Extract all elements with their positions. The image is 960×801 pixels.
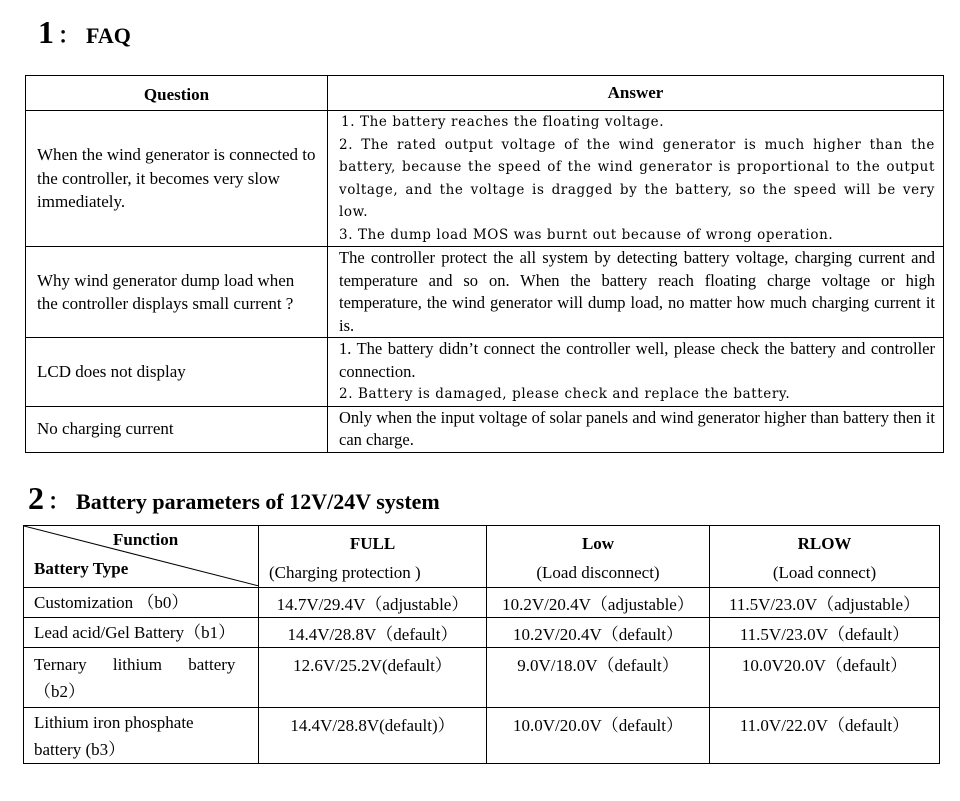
low-value: 10.2V/20.4V（adjustable） xyxy=(487,588,710,618)
answer-line: 3. The dump load MOS was burnt out because of wrong operation. xyxy=(339,226,834,243)
answer-line: 2. The rated output voltage of the wind generator is much higher than the battery, because the speed of the wind generator is proportional to the output voltage, and the voltage is dragged by the battery, so the speed will be very low. xyxy=(339,136,935,220)
column-subtitle: (Load disconnect) xyxy=(536,563,660,582)
faq-row xyxy=(26,338,944,407)
faq-question: No charging current xyxy=(26,406,328,452)
faq-answer: Only when the input voltage of solar panels and wind generator higher than battery then it can charge. xyxy=(328,406,944,452)
column-subtitle: (Load connect) xyxy=(772,563,877,582)
battery-type-line: （b2） xyxy=(34,681,85,701)
section-separator: ： xyxy=(58,23,81,48)
rlow-value: 11.5V/23.0V（default） xyxy=(710,618,940,648)
rlow-column-header xyxy=(710,526,940,588)
rlow-value: 11.5V/23.0V（adjustable） xyxy=(710,588,940,618)
battery-type-line: battery (b3） xyxy=(34,739,126,759)
battery-type-label: Battery Type xyxy=(34,559,129,578)
section-number: 1 xyxy=(38,14,54,50)
answer-line: 1. The battery didn’t connect the controller well, please check the battery and controller connection. xyxy=(339,339,935,381)
section-number: 2 xyxy=(28,480,44,516)
column-name: Low xyxy=(581,534,615,553)
full-value: 12.6V/25.2V(default） xyxy=(259,648,487,708)
battery-type: Lead acid/Gel Battery（b1） xyxy=(24,618,259,648)
battery-row xyxy=(24,618,940,648)
full-column-header xyxy=(259,526,487,588)
battery-row xyxy=(24,648,940,708)
battery-parameters-table xyxy=(23,525,940,764)
corner-header-cell xyxy=(24,526,259,588)
full-value: 14.7V/29.4V（adjustable） xyxy=(259,588,487,618)
faq-question: When the wind generator is connected to the controller, it becomes very slow immediately. xyxy=(26,111,328,247)
answer-line: 1. The battery reaches the floating voltage. xyxy=(341,114,665,130)
faq-question: Why wind generator dump load when the controller displays small current ? xyxy=(26,247,328,338)
section-heading: FAQ xyxy=(86,23,131,48)
battery-type xyxy=(24,648,259,708)
faq-table xyxy=(25,75,944,453)
battery-type xyxy=(24,708,259,764)
faq-answer xyxy=(328,338,944,407)
full-value: 14.4V/28.8V(default)） xyxy=(259,708,487,764)
rlow-value: 10.0V20.0V（default） xyxy=(710,648,940,708)
section-heading: Battery parameters of 12V/24V system xyxy=(76,489,440,514)
faq-row xyxy=(26,406,944,452)
battery-row xyxy=(24,708,940,764)
column-name: RLOW xyxy=(797,534,852,553)
faq-section-title xyxy=(38,14,131,51)
faq-header-row xyxy=(26,76,944,111)
function-label: Function xyxy=(113,530,179,549)
battery-row xyxy=(24,588,940,618)
battery-section-title xyxy=(28,480,440,517)
column-subtitle: (Charging protection ) xyxy=(269,563,421,582)
answer-header: Answer xyxy=(328,76,944,111)
column-name: FULL xyxy=(349,534,396,553)
faq-answer xyxy=(328,111,944,247)
rlow-value: 11.0V/22.0V（default） xyxy=(710,708,940,764)
answer-line: 2. Battery is damaged, please check and replace the battery. xyxy=(339,386,791,402)
low-value: 10.2V/20.4V（default） xyxy=(487,618,710,648)
full-value: 14.4V/28.8V（default） xyxy=(259,618,487,648)
battery-type: Customization （b0） xyxy=(24,588,259,618)
section-separator: ： xyxy=(48,489,71,514)
battery-header-row xyxy=(24,526,940,588)
question-header: Question xyxy=(26,76,328,111)
faq-row xyxy=(26,111,944,247)
low-value: 9.0V/18.0V（default） xyxy=(487,648,710,708)
low-column-header xyxy=(487,526,710,588)
low-value: 10.0V/20.0V（default） xyxy=(487,708,710,764)
faq-row xyxy=(26,247,944,338)
battery-type-line: Ternary lithium battery xyxy=(34,654,236,674)
battery-type-line: Lithium iron phosphate xyxy=(34,712,194,732)
faq-question: LCD does not display xyxy=(26,338,328,407)
faq-answer: The controller protect the all system by detecting battery voltage, charging current and temperature and so on. When the battery reach floating charge voltage or high temperature, the wind generator will dump load, no matter how much charging current it is. xyxy=(328,247,944,338)
